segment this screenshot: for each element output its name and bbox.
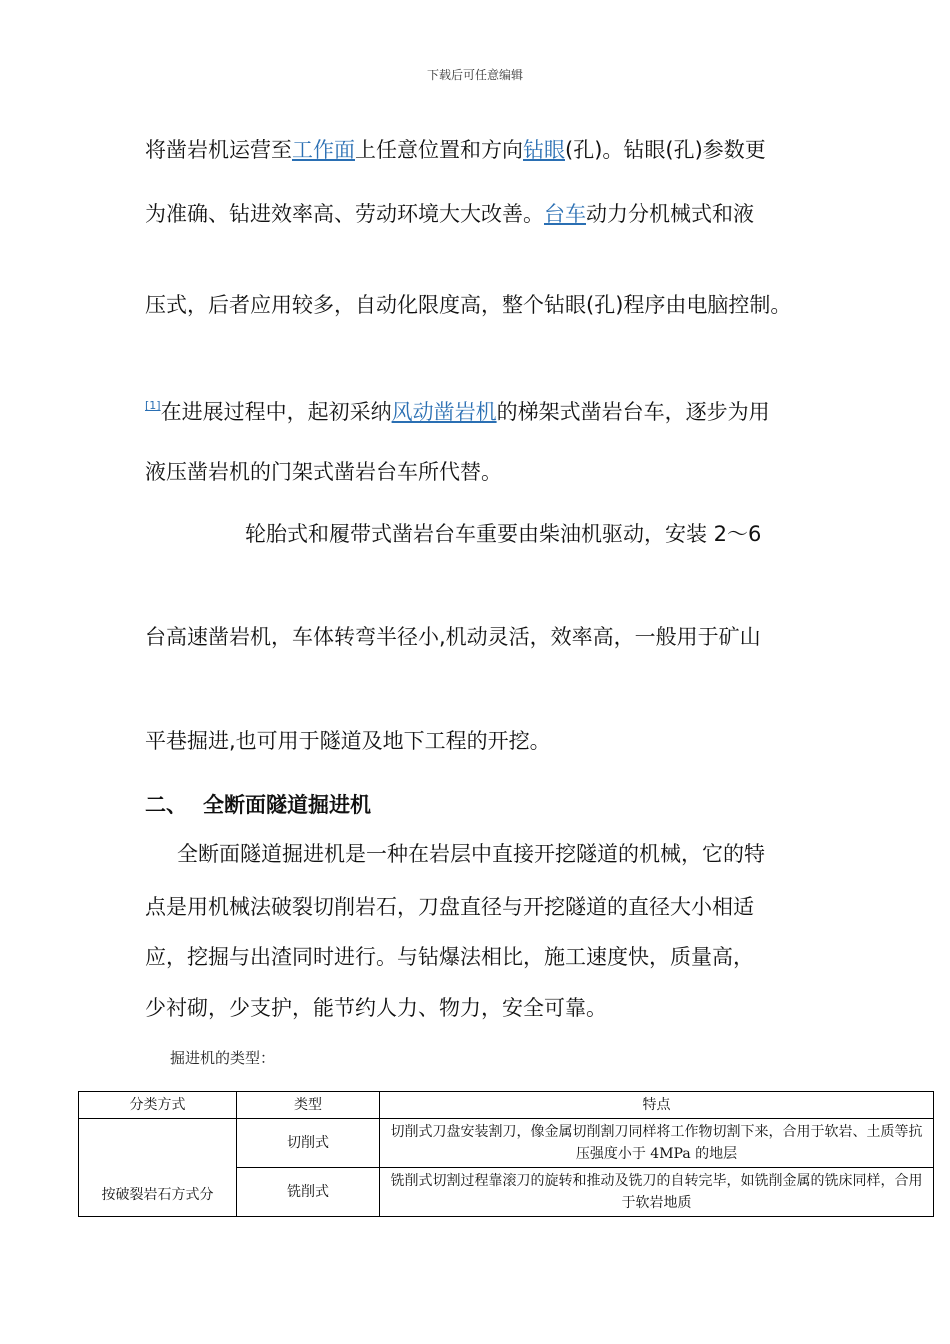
para1-line5: 液压凿岩机的门架式凿岩台车所代替。 (145, 460, 502, 484)
table-row (79, 1119, 934, 1168)
category-cell: 按破裂岩石方式分 (79, 1119, 237, 1217)
text: 将凿岩机运营至 (145, 138, 292, 162)
link-work-face[interactable]: 工作面 (292, 138, 355, 162)
link-trolley[interactable]: 台车 (544, 202, 586, 226)
footnote-ref[interactable]: [1] (145, 399, 161, 412)
para2-line2: 台高速凿岩机，车体转弯半径小,机动灵活，效率高，一般用于矿山 (145, 625, 761, 649)
para3-line2: 点是用机械法破裂切削岩石，刀盘直径与开挖隧道的直径大小相适 (145, 895, 754, 919)
header-type: 类型 (237, 1092, 380, 1119)
link-pneumatic-drill[interactable]: 风动凿岩机 (391, 400, 497, 424)
section-title: 全断面隧道掘进机 (203, 793, 371, 817)
section-heading (145, 791, 371, 819)
para3-line3: 应，挖掘与出渣同时进行。与钻爆法相比，施工速度快，质量高， (145, 945, 754, 969)
para3-line4: 少衬砌，少支护，能节约人力、物力，安全可靠。 (145, 996, 607, 1020)
para1-line4 (145, 394, 770, 426)
link-drill-hole[interactable]: 钻眼 (523, 138, 565, 162)
text: 在进展过程中，起初采纳 (160, 400, 392, 424)
page-header: 下载后可任意编辑 (426, 68, 523, 82)
feature-cell: 铣削式切割过程靠滚刀的旋转和推动及铣刀的自转完毕，如铣削金属的铣床同样，合用于软岩地质 (380, 1168, 934, 1217)
para3-line1: 全断面隧道掘进机是一种在岩层中直接开挖隧道的机械，它的特 (177, 842, 765, 866)
text: 的梯架式凿岩台车，逐步为用 (496, 400, 770, 424)
header-feature: 特点 (380, 1092, 934, 1119)
type-cell: 切削式 (237, 1119, 380, 1168)
feature-cell: 切削式刀盘安装割刀，像金属切削割刀同样将工作物切割下来，合用于软岩、土质等抗压强度小于 4MPa 的地层 (380, 1119, 934, 1168)
type-cell: 铣削式 (237, 1168, 380, 1217)
header-category: 分类方式 (79, 1092, 237, 1119)
table-header-row (79, 1092, 934, 1119)
text: 为准确、钻进效率高、劳动环境大大改善。 (145, 202, 544, 226)
section-number: 二、 (145, 793, 187, 817)
table-caption: 掘进机的类型： (170, 1049, 276, 1067)
text: 动力分机械式和液 (586, 202, 754, 226)
text: (孔)。钻眼(孔)参数更 (565, 138, 766, 162)
para2-line3: 平巷掘进,也可用于隧道及地下工程的开挖。 (145, 729, 551, 753)
text: 上任意位置和方向 (355, 138, 523, 162)
para1-line2 (145, 200, 754, 228)
para1-line3: 压式，后者应用较多，自动化限度高，整个钻眼(孔)程序由电脑控制。 (145, 293, 792, 317)
para1-line1 (145, 136, 766, 164)
para2-line1: 轮胎式和履带式凿岩台车重要由柴油机驱动，安装 2～6 (245, 522, 762, 546)
machine-types-table (78, 1091, 934, 1217)
